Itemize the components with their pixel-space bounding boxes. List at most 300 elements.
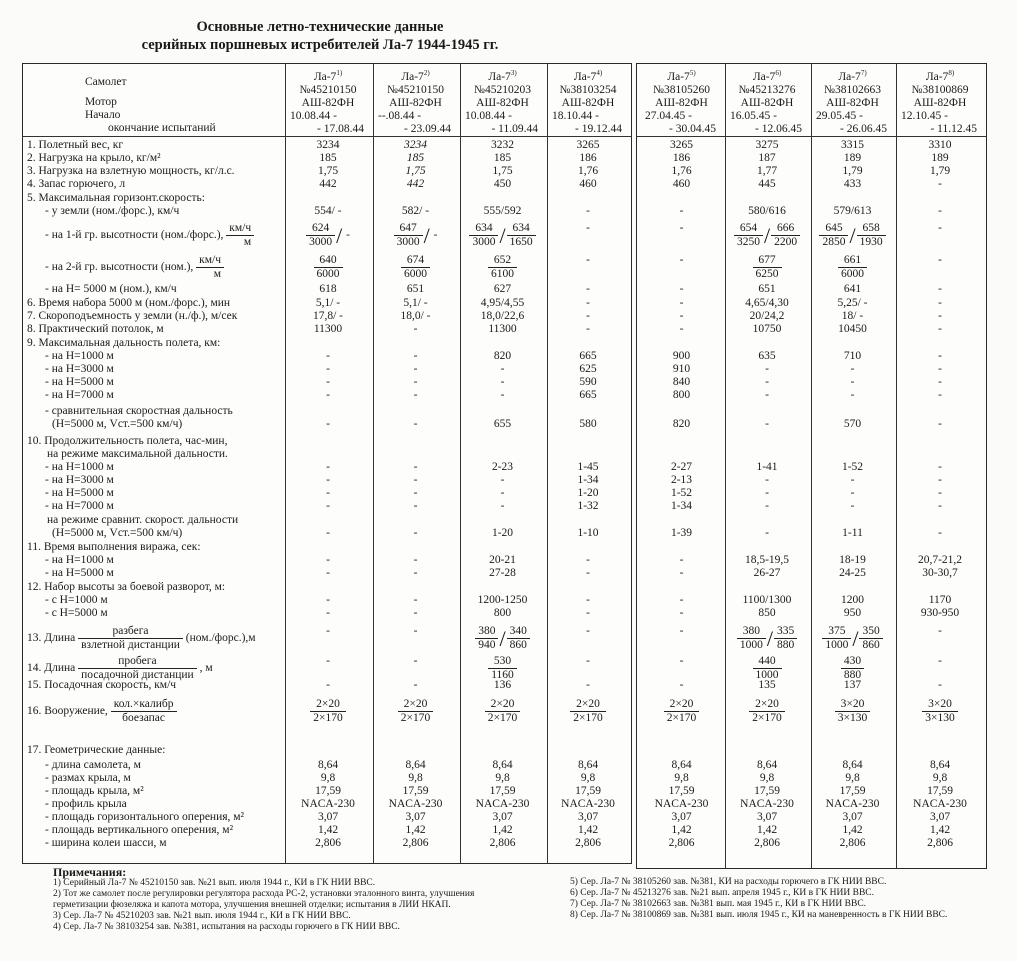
table-cell: 665 — [579, 350, 597, 362]
row-label: - профиль крыла — [45, 798, 127, 810]
row-label — [27, 698, 177, 725]
table-cell: 651 — [758, 283, 776, 295]
table-cell: - — [679, 323, 684, 335]
aircraft-name: Ла-7$^{3)}$ — [488, 69, 517, 83]
table-cell: 17,59 — [927, 785, 953, 797]
table-cell: 820 — [672, 418, 691, 430]
table-cell: - — [850, 487, 855, 499]
table-cell: 187 — [758, 152, 776, 164]
value-fraction: $\frac{634}{1650}$ — [507, 222, 536, 249]
table-cell: 1,79 — [842, 165, 863, 177]
serial-number: №45210150 — [299, 83, 357, 96]
table-cell: - — [586, 297, 590, 309]
footnote-ref: 3) — [510, 69, 517, 77]
table-cell: - — [938, 283, 942, 295]
table-cell: 1-20 — [577, 487, 599, 499]
table-cell: - — [938, 350, 942, 362]
test-end: - 11.12.45 — [930, 122, 977, 135]
table-cell: - — [938, 487, 942, 499]
value-fraction: $\frac{335}{880}$ — [774, 625, 797, 652]
title-line-2: серийных поршневых истребителей Ла-7 1944-1945 гг. — [141, 37, 499, 53]
value-fraction: $\frac{3\times 20}{3\times 130}$ — [835, 698, 871, 725]
table-cell: 3,07 — [577, 811, 599, 823]
value-fraction: $\frac{380}{1000}$ — [737, 625, 766, 652]
footnote-ref: 6) — [775, 69, 782, 77]
table-cell: 2,806 — [839, 837, 866, 849]
table-cell: - — [326, 418, 330, 430]
table-cell: - — [586, 625, 590, 637]
row-label: 2. Нагрузка на крыло, кг/м² — [27, 152, 161, 164]
serial-number: №38102663 — [824, 83, 881, 96]
table-cell: 4,95/4,55 — [480, 297, 525, 309]
table-cell: - — [938, 679, 942, 691]
table-cell: 30-30,7 — [922, 567, 958, 579]
slash: / — [423, 222, 430, 248]
row-label: 15. Посадочная скорость, км/ч — [27, 679, 177, 691]
table-cell: 710 — [843, 350, 862, 362]
value-fraction: $\frac{666}{2200}$ — [771, 222, 800, 249]
table-cell: - — [765, 527, 769, 539]
table-cell: - — [326, 594, 330, 606]
table-cell: NACA-230 — [475, 798, 530, 810]
table-cell: - — [326, 527, 330, 539]
table-cell: 1-52 — [841, 461, 864, 473]
value-fraction: $\frac{661}{6000}$ — [838, 254, 867, 281]
table-cell: - — [413, 567, 418, 579]
row-label — [27, 655, 213, 682]
column-header-2 — [372, 67, 459, 136]
row-label: (H=5000 м, Vст.=500 км/ч) — [52, 527, 183, 539]
table-cell: 1-10 — [577, 527, 599, 539]
table-cell: 9,8 — [320, 772, 336, 784]
test-end: - 17.08.44 — [317, 122, 364, 135]
table-cell: - — [413, 679, 418, 691]
table-cell: 580 — [579, 418, 597, 430]
table-cell — [459, 222, 546, 249]
table-cell: 9,8 — [495, 772, 510, 784]
table-cell: 840 — [672, 376, 691, 388]
table-cell: 11300 — [488, 323, 517, 335]
table-cell: 9,8 — [932, 772, 948, 784]
row-label: на режиме максимальной дальности. — [47, 448, 228, 460]
table-cell: 8,64 — [492, 759, 513, 771]
value-fraction: $\frac{2\times 20}{2\times 170}$ — [664, 698, 700, 725]
aircraft-name: Ла-7$^{8)}$ — [925, 69, 955, 83]
table-cell: - — [500, 389, 505, 401]
table-cell: 2,806 — [489, 837, 516, 849]
table-cell: 3,07 — [405, 811, 426, 823]
value-fraction: $\frac{2\times 20}{2\times 170}$ — [398, 698, 434, 725]
table-cell: - — [938, 205, 942, 217]
table-cell: 910 — [672, 363, 691, 375]
table-cell: 2-23 — [491, 461, 514, 473]
engine: АШ-82ФН — [389, 96, 442, 109]
value-fraction: $\frac{652}{6100}$ — [488, 254, 517, 281]
table-cell: 2,806 — [754, 837, 780, 849]
row-label: 8. Практический потолок, м — [27, 323, 164, 335]
table-cell: - — [413, 594, 418, 606]
value-text: - — [430, 229, 438, 242]
table-cell: - — [326, 474, 330, 486]
row-label: 1. Полетный вес, кг — [27, 139, 124, 151]
table-cell: 3310 — [928, 139, 952, 151]
table-cell: 26-27 — [753, 567, 781, 579]
table-cell: 2,806 — [927, 837, 953, 849]
table-cell: - — [938, 178, 942, 190]
table-cell: - — [500, 474, 505, 486]
table-cell — [459, 625, 546, 652]
test-end: - 26.06.45 — [840, 122, 887, 135]
label-fraction: $\frac{\text{разбега}}{\text{взлетной дистанции}}$ — [78, 625, 183, 652]
table-cell — [724, 254, 810, 281]
table-cell: 1200-1250 — [477, 594, 528, 606]
table-cell: - — [938, 254, 942, 266]
value-text: - — [343, 229, 350, 242]
header-engine-label: Мотор — [85, 96, 117, 108]
slash: / — [499, 625, 506, 651]
table-cell: 2,806 — [315, 837, 341, 849]
test-end: - 12.06.45 — [755, 122, 802, 135]
table-cell: - — [765, 487, 769, 499]
table-cell: - — [413, 487, 418, 499]
table-cell: 820 — [493, 350, 512, 362]
table-cell: 1-32 — [577, 500, 599, 512]
table-cell: - — [500, 363, 505, 375]
table-cell: 1-20 — [491, 527, 514, 539]
test-end: - 11.09.44 — [491, 122, 538, 135]
table-cell: 8,64 — [405, 759, 426, 771]
table-cell — [810, 222, 895, 249]
test-start: 16.05.45 - — [730, 109, 777, 122]
serial-number: №38105260 — [653, 83, 710, 96]
serial-number: №38103254 — [559, 83, 617, 96]
table-cell: - — [586, 205, 590, 217]
table-cell: 950 — [843, 607, 862, 619]
value-fraction: $\frac{658}{1930}$ — [857, 222, 886, 249]
table-cell: 3275 — [755, 139, 779, 151]
table-cell: 1,42 — [405, 824, 426, 836]
table-cell: 18,0/ - — [400, 310, 431, 322]
table-cell: 8,64 — [317, 759, 339, 771]
table-cell: 2,806 — [668, 837, 695, 849]
table-cell: 189 — [931, 152, 949, 164]
table-cell — [810, 655, 895, 682]
table-cell: 3,07 — [842, 811, 863, 823]
table-cell: - — [413, 389, 418, 401]
aircraft-name: Ла-7$^{7)}$ — [838, 69, 867, 83]
footnote-ref: 7) — [860, 69, 867, 77]
table-cell: 8,64 — [842, 759, 863, 771]
table-cell: - — [326, 554, 330, 566]
table-cell: 930-950 — [920, 607, 960, 619]
row-label: - на H=1000 м — [45, 554, 114, 566]
table-cell: - — [586, 554, 590, 566]
row-label: - на H=7000 м — [45, 389, 114, 401]
document-title — [0, 18, 640, 54]
row-label: 10. Продолжительность полета, час-мин, — [27, 435, 228, 447]
table-cell: - — [586, 594, 590, 606]
label-text: 16. Вооружение, — [27, 705, 111, 718]
table-cell: 10450 — [838, 323, 867, 335]
table-cell: - — [586, 283, 590, 295]
value-fraction: $\frac{3\times 20}{3\times 130}$ — [922, 698, 958, 725]
row-label: - площадь вертикального оперения, м² — [45, 824, 234, 836]
row-label: - на H= 5000 м (ном.), км/ч — [45, 283, 177, 295]
table-cell: - — [679, 625, 684, 637]
table-cell: - — [938, 363, 942, 375]
engine: АШ-82ФН — [913, 96, 967, 109]
table-cell: - — [413, 625, 418, 637]
table-cell: - — [326, 607, 330, 619]
table-cell: 3,07 — [929, 811, 951, 823]
unit-fraction: $\frac{км/ч}{м}$ — [226, 222, 254, 249]
table-cell: 136 — [493, 679, 512, 691]
column-header-1 — [284, 67, 372, 136]
label-text: - на 1-й гр. высотности (ном./форс.), — [45, 229, 227, 242]
column-header-4 — [546, 67, 630, 136]
row-label: - на H=1000 м — [45, 461, 114, 473]
table-cell — [724, 655, 810, 682]
table-cell: 137 — [843, 679, 862, 691]
table-cell: - — [413, 418, 418, 430]
table-cell: 570 — [843, 418, 862, 430]
table-cell: 1-11 — [842, 527, 863, 539]
table-cell: 442 — [406, 178, 425, 190]
table-cell: 800 — [493, 607, 512, 619]
table-cell: 651 — [406, 283, 425, 295]
label-fraction: $\frac{\text{пробега}}{\text{посадочной дистанции}}$ — [78, 655, 197, 682]
row-label: - с H=5000 м — [45, 607, 108, 619]
table-cell: 17,59 — [575, 785, 601, 797]
table-cell — [810, 625, 895, 652]
table-cell — [724, 698, 810, 725]
test-end: - 23.09.44 — [404, 122, 451, 135]
note-4: 4) Сер. Ла-7 № 38103254 зав. №381, испытания на расходы горючего в ГК НИИ ВВС. — [53, 922, 400, 932]
test-start: 18.10.44 - — [552, 109, 599, 122]
table-cell: - — [938, 461, 942, 473]
table-cell: 20/24,2 — [749, 310, 785, 322]
column-header-6 — [724, 67, 810, 136]
table-cell: 8,64 — [756, 759, 778, 771]
footnote-ref: 4) — [596, 69, 603, 77]
engine: АШ-82ФН — [655, 96, 708, 109]
table-cell: 1,42 — [577, 824, 599, 836]
title-line-1: Основные летно-технические данные — [196, 19, 444, 35]
row-label: 17. Геометрические данные: — [27, 744, 166, 756]
table-cell: - — [679, 297, 684, 309]
value-fraction: $\frac{645}{2850}$ — [819, 222, 848, 249]
footnote-ref: 2) — [423, 69, 430, 77]
notes-title: Примечания: — [53, 865, 127, 879]
label-tail: (ном./форс.),м — [182, 632, 256, 645]
table-cell: - — [765, 389, 769, 401]
table-cell: - — [679, 679, 684, 691]
note-2-cont: герметизации фюзеляжа и капота мотора, улучшения внешней отделки; испытания в ЛИИ НКАП. — [53, 900, 451, 910]
table-cell: 3234 — [316, 139, 340, 151]
table-cell — [810, 254, 895, 281]
table-cell: - — [938, 527, 942, 539]
table-cell: 1,76 — [671, 165, 692, 177]
test-start: 27.04.45 - — [645, 109, 692, 122]
serial-number: №45213276 — [738, 83, 796, 96]
table-cell — [459, 655, 546, 682]
table-cell: - — [413, 474, 418, 486]
row-label: - на H=5000 м — [45, 567, 114, 579]
table-cell: 4,65/4,30 — [745, 297, 789, 309]
table-cell: - — [679, 283, 684, 295]
value-fraction: $\frac{2\times 20}{2\times 170}$ — [749, 698, 785, 725]
table-cell — [639, 698, 724, 725]
row-label — [45, 222, 254, 249]
table-cell: 9,8 — [580, 772, 596, 784]
table-cell: - — [413, 500, 418, 512]
table-cell: NACA-230 — [913, 798, 967, 810]
table-cell: 2-27 — [670, 461, 693, 473]
table-cell: 186 — [579, 152, 597, 164]
table-cell: 2-13 — [670, 474, 693, 486]
table-cell: 9,8 — [674, 772, 689, 784]
table-cell: 3265 — [670, 139, 693, 151]
test-end: - 30.04.45 — [669, 122, 716, 135]
table-cell: 579/613 — [833, 205, 872, 217]
value-fraction: $\frac{647}{3000}$ — [394, 222, 423, 249]
table-cell: - — [326, 500, 330, 512]
label-text: 13. Длина — [27, 632, 79, 645]
value-fraction: $\frac{530}{1160}$ — [488, 655, 517, 682]
table-cell: 1-34 — [670, 500, 693, 512]
table-cell: NACA-230 — [388, 798, 443, 810]
table-cell: 445 — [758, 178, 776, 190]
note-5: 5) Сер. Ла-7 № 38105260 зав. №381, КИ на расходы горючего в ГК НИИ ВВС. — [570, 877, 887, 887]
table-cell: - — [938, 389, 942, 401]
aircraft-name: Ла-7$^{5)}$ — [667, 69, 696, 83]
table-cell: NACA-230 — [301, 798, 355, 810]
row-label: 12. Набор высоты за боевой разворот, м: — [27, 581, 226, 593]
row-label: - на H=3000 м — [45, 363, 114, 375]
table-cell: 641 — [843, 283, 862, 295]
table-cell: - — [679, 254, 684, 266]
column-header-7 — [810, 67, 895, 136]
table-cell: 24-25 — [839, 567, 866, 579]
table-cell: 18-19 — [839, 554, 866, 566]
table-cell: - — [938, 222, 942, 234]
table-cell: 2,806 — [402, 837, 429, 849]
table-cell: - — [850, 474, 855, 486]
table-cell: - — [413, 376, 418, 388]
table-cell: 3232 — [491, 139, 514, 151]
table-cell: - — [586, 607, 590, 619]
table-cell: - — [413, 323, 418, 335]
table-cell: - — [586, 254, 590, 266]
table-cell: - — [413, 527, 418, 539]
aircraft-name: Ла-7$^{1)}$ — [313, 69, 343, 83]
table-cell: - — [679, 310, 684, 322]
table-cell: 3,07 — [756, 811, 778, 823]
table-cell: 1,77 — [756, 165, 778, 177]
footnote-ref: 1) — [336, 69, 343, 77]
table-cell — [372, 254, 459, 281]
table-cell: 9,8 — [408, 772, 423, 784]
value-fraction: $\frac{380}{940}$ — [475, 625, 498, 652]
table-cell: - — [765, 376, 769, 388]
table-cell: - — [938, 323, 942, 335]
table-cell: 1-41 — [756, 461, 778, 473]
table-cell: - — [765, 363, 769, 375]
row-label: 3. Нагрузка на взлетную мощность, кг/л.с. — [27, 165, 235, 177]
note-1: 1) Серийный Ла-7 № 45210150 зав. №21 вып. июля 1944 г., КИ в ГК НИИ ВВС. — [53, 878, 376, 888]
table-cell: 17,59 — [315, 785, 341, 797]
table-cell: 185 — [406, 152, 425, 164]
table-cell: - — [938, 625, 942, 637]
table-cell: 433 — [843, 178, 862, 190]
table-cell: - — [679, 607, 684, 619]
table-cell: - — [586, 323, 590, 335]
engine: АШ-82ФН — [561, 96, 615, 109]
table-cell: 618 — [319, 283, 337, 295]
table-cell — [724, 222, 810, 249]
table-cell: 189 — [843, 152, 862, 164]
table-cell: 450 — [493, 178, 512, 190]
slash: / — [499, 222, 506, 248]
row-label: - на H=3000 м — [45, 474, 114, 486]
table-cell: - — [938, 418, 942, 430]
value-fraction: $\frac{340}{860}$ — [507, 625, 530, 652]
notes-left — [53, 867, 613, 933]
table-cell: 20-21 — [489, 554, 516, 566]
table-cell: 1,75 — [317, 165, 339, 177]
value-fraction: $\frac{2\times 20}{2\times 170}$ — [310, 698, 346, 725]
table-cell: - — [938, 500, 942, 512]
table-cell: 460 — [672, 178, 691, 190]
table-cell: NACA-230 — [654, 798, 709, 810]
table-cell: 5,25/ - — [837, 297, 868, 309]
engine: АШ-82ФН — [301, 96, 355, 109]
table-cell: 1,42 — [671, 824, 692, 836]
test-start: 12.10.45 - — [901, 109, 948, 122]
table-cell: - — [679, 222, 684, 234]
row-label: 4. Запас горючего, л — [27, 178, 126, 190]
row-label: 5. Максимальная горизонт.скорость: — [27, 192, 205, 204]
row-label: 11. Время выполнения виража, сек: — [27, 541, 201, 553]
row-label: - на H=5000 м — [45, 376, 114, 388]
note-7: 7) Сер. Ла-7 № 38102663 зав. №381 вып. мая 1945 г., КИ в ГК НИИ ВВС. — [570, 899, 867, 909]
table-cell: 186 — [672, 152, 691, 164]
row-label: (H=5000 м, Vст.=500 км/ч) — [52, 418, 183, 430]
table-cell: 18,5-19,5 — [744, 554, 790, 566]
row-label — [27, 625, 256, 652]
table-cell: 18/ - — [841, 310, 864, 322]
header-start-label: Начало — [85, 109, 121, 121]
table-cell: - — [850, 389, 855, 401]
table-cell: 10750 — [752, 323, 782, 335]
value-fraction: $\frac{430}{880}$ — [841, 655, 864, 682]
table-cell: - — [765, 418, 769, 430]
note-8: 8) Сер. Ла-7 № 38100869 зав. №381 вып. июля 1945 г., КИ на маневренность в ГК НИИ ВВС. — [570, 910, 948, 920]
value-fraction: $\frac{2\times 20}{2\times 170}$ — [570, 698, 606, 725]
table-cell: - — [938, 474, 942, 486]
table-cell: 580/616 — [748, 205, 786, 217]
table-cell: 20,7-21,2 — [917, 554, 963, 566]
value-fraction: $\frac{640}{6000}$ — [314, 254, 343, 281]
table-cell: - — [938, 655, 942, 667]
row-label: - сравнительная скоростная дальность — [45, 405, 233, 417]
table-cell: 1,42 — [929, 824, 951, 836]
table-cell: 3265 — [576, 139, 600, 151]
note-2: 2) Тот же самолет после регулировки регулятора расхода РС-2, установки эталонного винта, улучшения — [53, 889, 475, 899]
table-cell: 1,79 — [929, 165, 951, 177]
row-label — [45, 254, 224, 281]
header-aircraft-label: Самолет — [85, 76, 127, 88]
